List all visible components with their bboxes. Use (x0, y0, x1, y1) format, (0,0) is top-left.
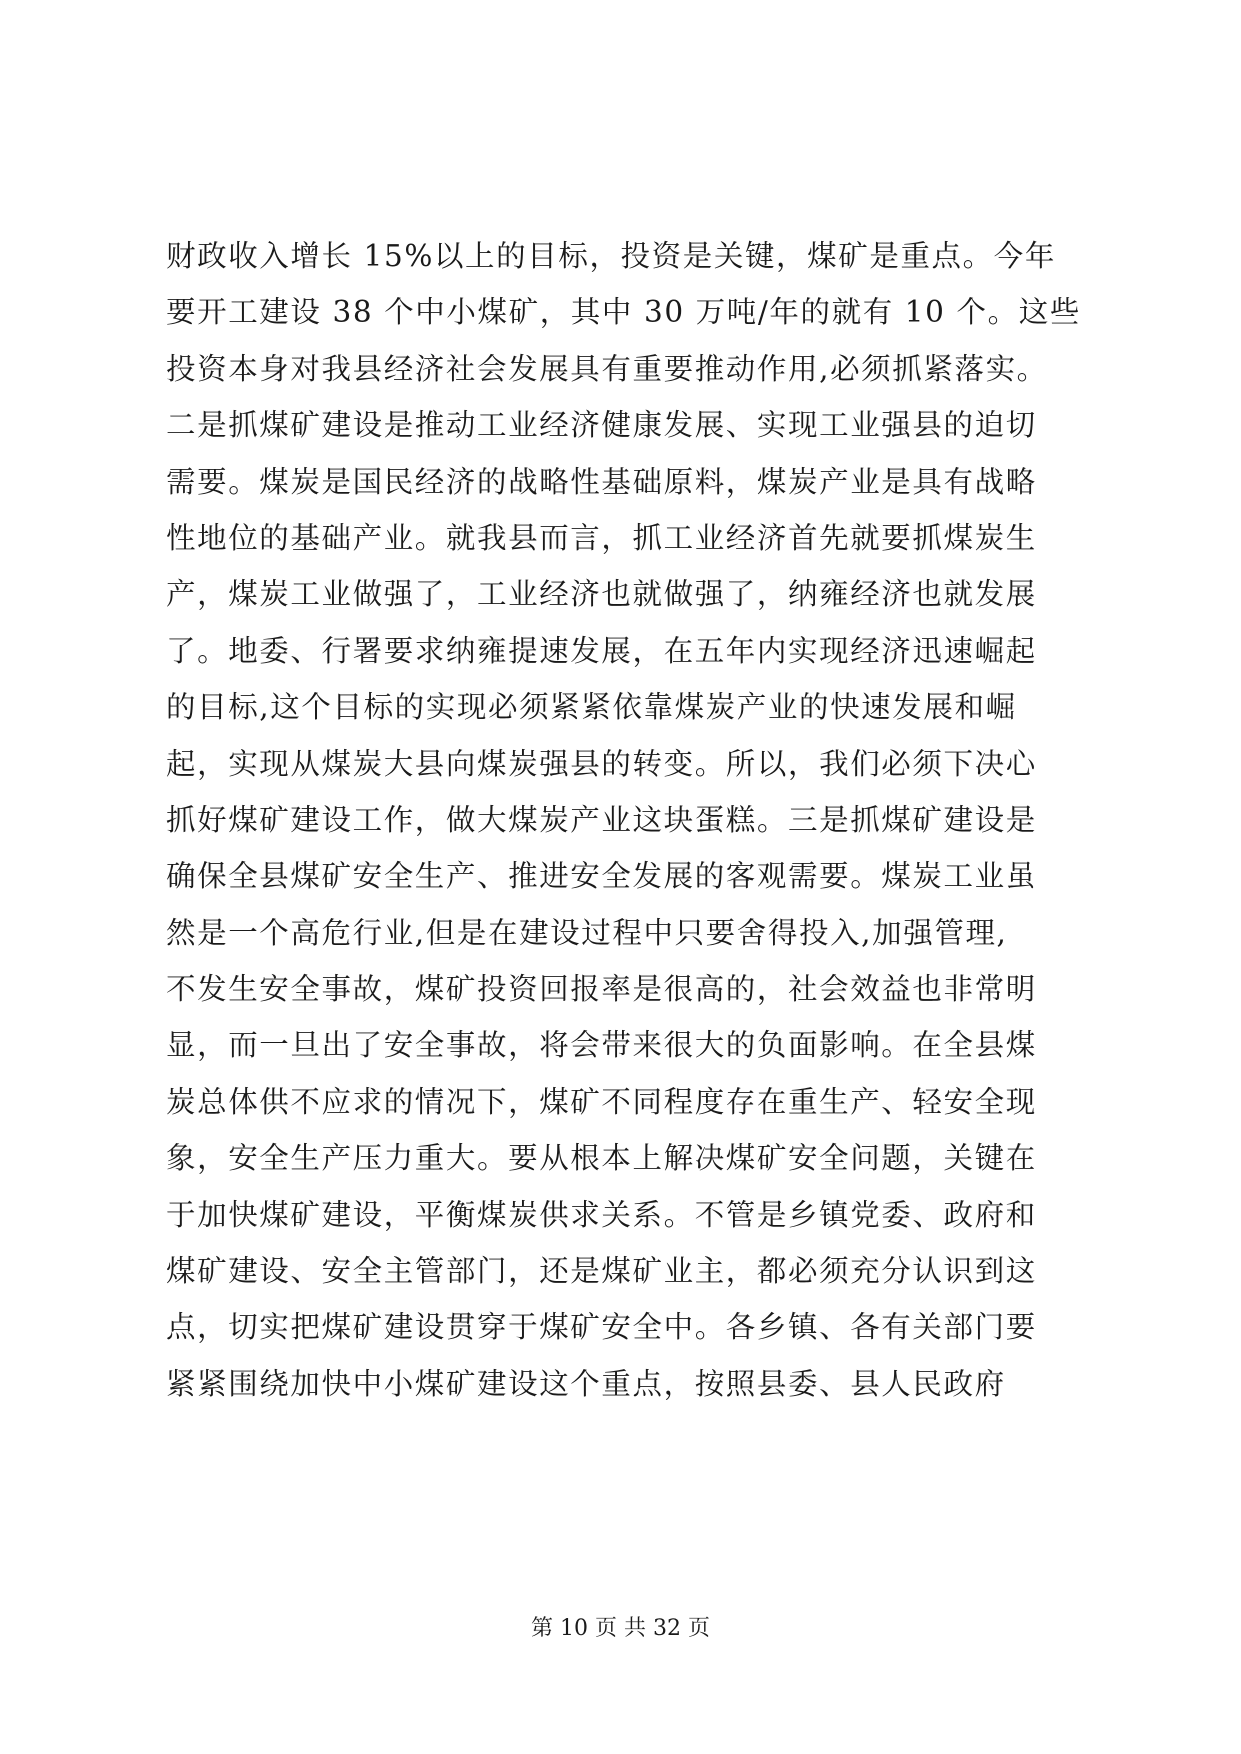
text-line: 的目标,这个目标的实现必须紧紧依靠煤炭产业的快速发展和崛 (166, 690, 1017, 725)
text-line: 产，煤炭工业做强了，工业经济也就做强了，纳雍经济也就发展 (166, 577, 1037, 612)
text-line: 不发生安全事故，煤矿投资回报率是很高的，社会效益也非常明 (166, 972, 1037, 1007)
text-line: 起，实现从煤炭大县向煤炭强县的转变。所以，我们必须下决心 (166, 746, 1037, 781)
body-text (166, 228, 1096, 1412)
text-line: 象，安全生产压力重大。要从根本上解决煤矿安全问题，关键在 (166, 1141, 1037, 1176)
text-line: 然是一个高危行业,但是在建设过程中只要舍得投入,加强管理, (166, 915, 1008, 950)
text-line: 抓好煤矿建设工作，做大煤炭产业这块蛋糕。三是抓煤矿建设是 (166, 802, 1037, 837)
text-line: 性地位的基础产业。就我县而言，抓工业经济首先就要抓煤炭生 (166, 520, 1037, 555)
text-line: 于加快煤矿建设，平衡煤炭供求关系。不管是乡镇党委、政府和 (166, 1197, 1037, 1232)
text-line: 要开工建设 38 个中小煤矿，其中 30 万吨/年的就有 10 个。这些 (166, 295, 1081, 330)
text-line: 显，而一旦出了安全事故，将会带来很大的负面影响。在全县煤 (166, 1028, 1037, 1063)
text-line: 确保全县煤矿安全生产、推进安全发展的客观需要。煤炭工业虽 (166, 859, 1037, 894)
text-line: 炭总体供不应求的情况下，煤矿不同程度存在重生产、轻安全现 (166, 1084, 1037, 1119)
text-line: 点，切实把煤矿建设贯穿于煤矿安全中。各乡镇、各有关部门要 (166, 1310, 1037, 1345)
text-line: 紧紧围绕加快中小煤矿建设这个重点，按照县委、县人民政府 (166, 1366, 1006, 1401)
text-line: 煤矿建设、安全主管部门，还是煤矿业主，都必须充分认识到这 (166, 1254, 1037, 1289)
text-line: 二是抓煤矿建设是推动工业经济健康发展、实现工业强县的迫切 (166, 408, 1037, 443)
text-line: 了。地委、行署要求纳雍提速发展，在五年内实现经济迅速崛起 (166, 633, 1037, 668)
page-number-footer: 第 10 页 共 32 页 (531, 1616, 710, 1641)
text-line: 投资本身对我县经济社会发展具有重要推动作用,必须抓紧落实。 (166, 351, 1048, 386)
text-line: 需要。煤炭是国民经济的战略性基础原料，煤炭产业是具有战略 (166, 464, 1037, 499)
text-line: 财政收入增长 15%以上的目标，投资是关键，煤矿是重点。今年 (166, 239, 1056, 273)
